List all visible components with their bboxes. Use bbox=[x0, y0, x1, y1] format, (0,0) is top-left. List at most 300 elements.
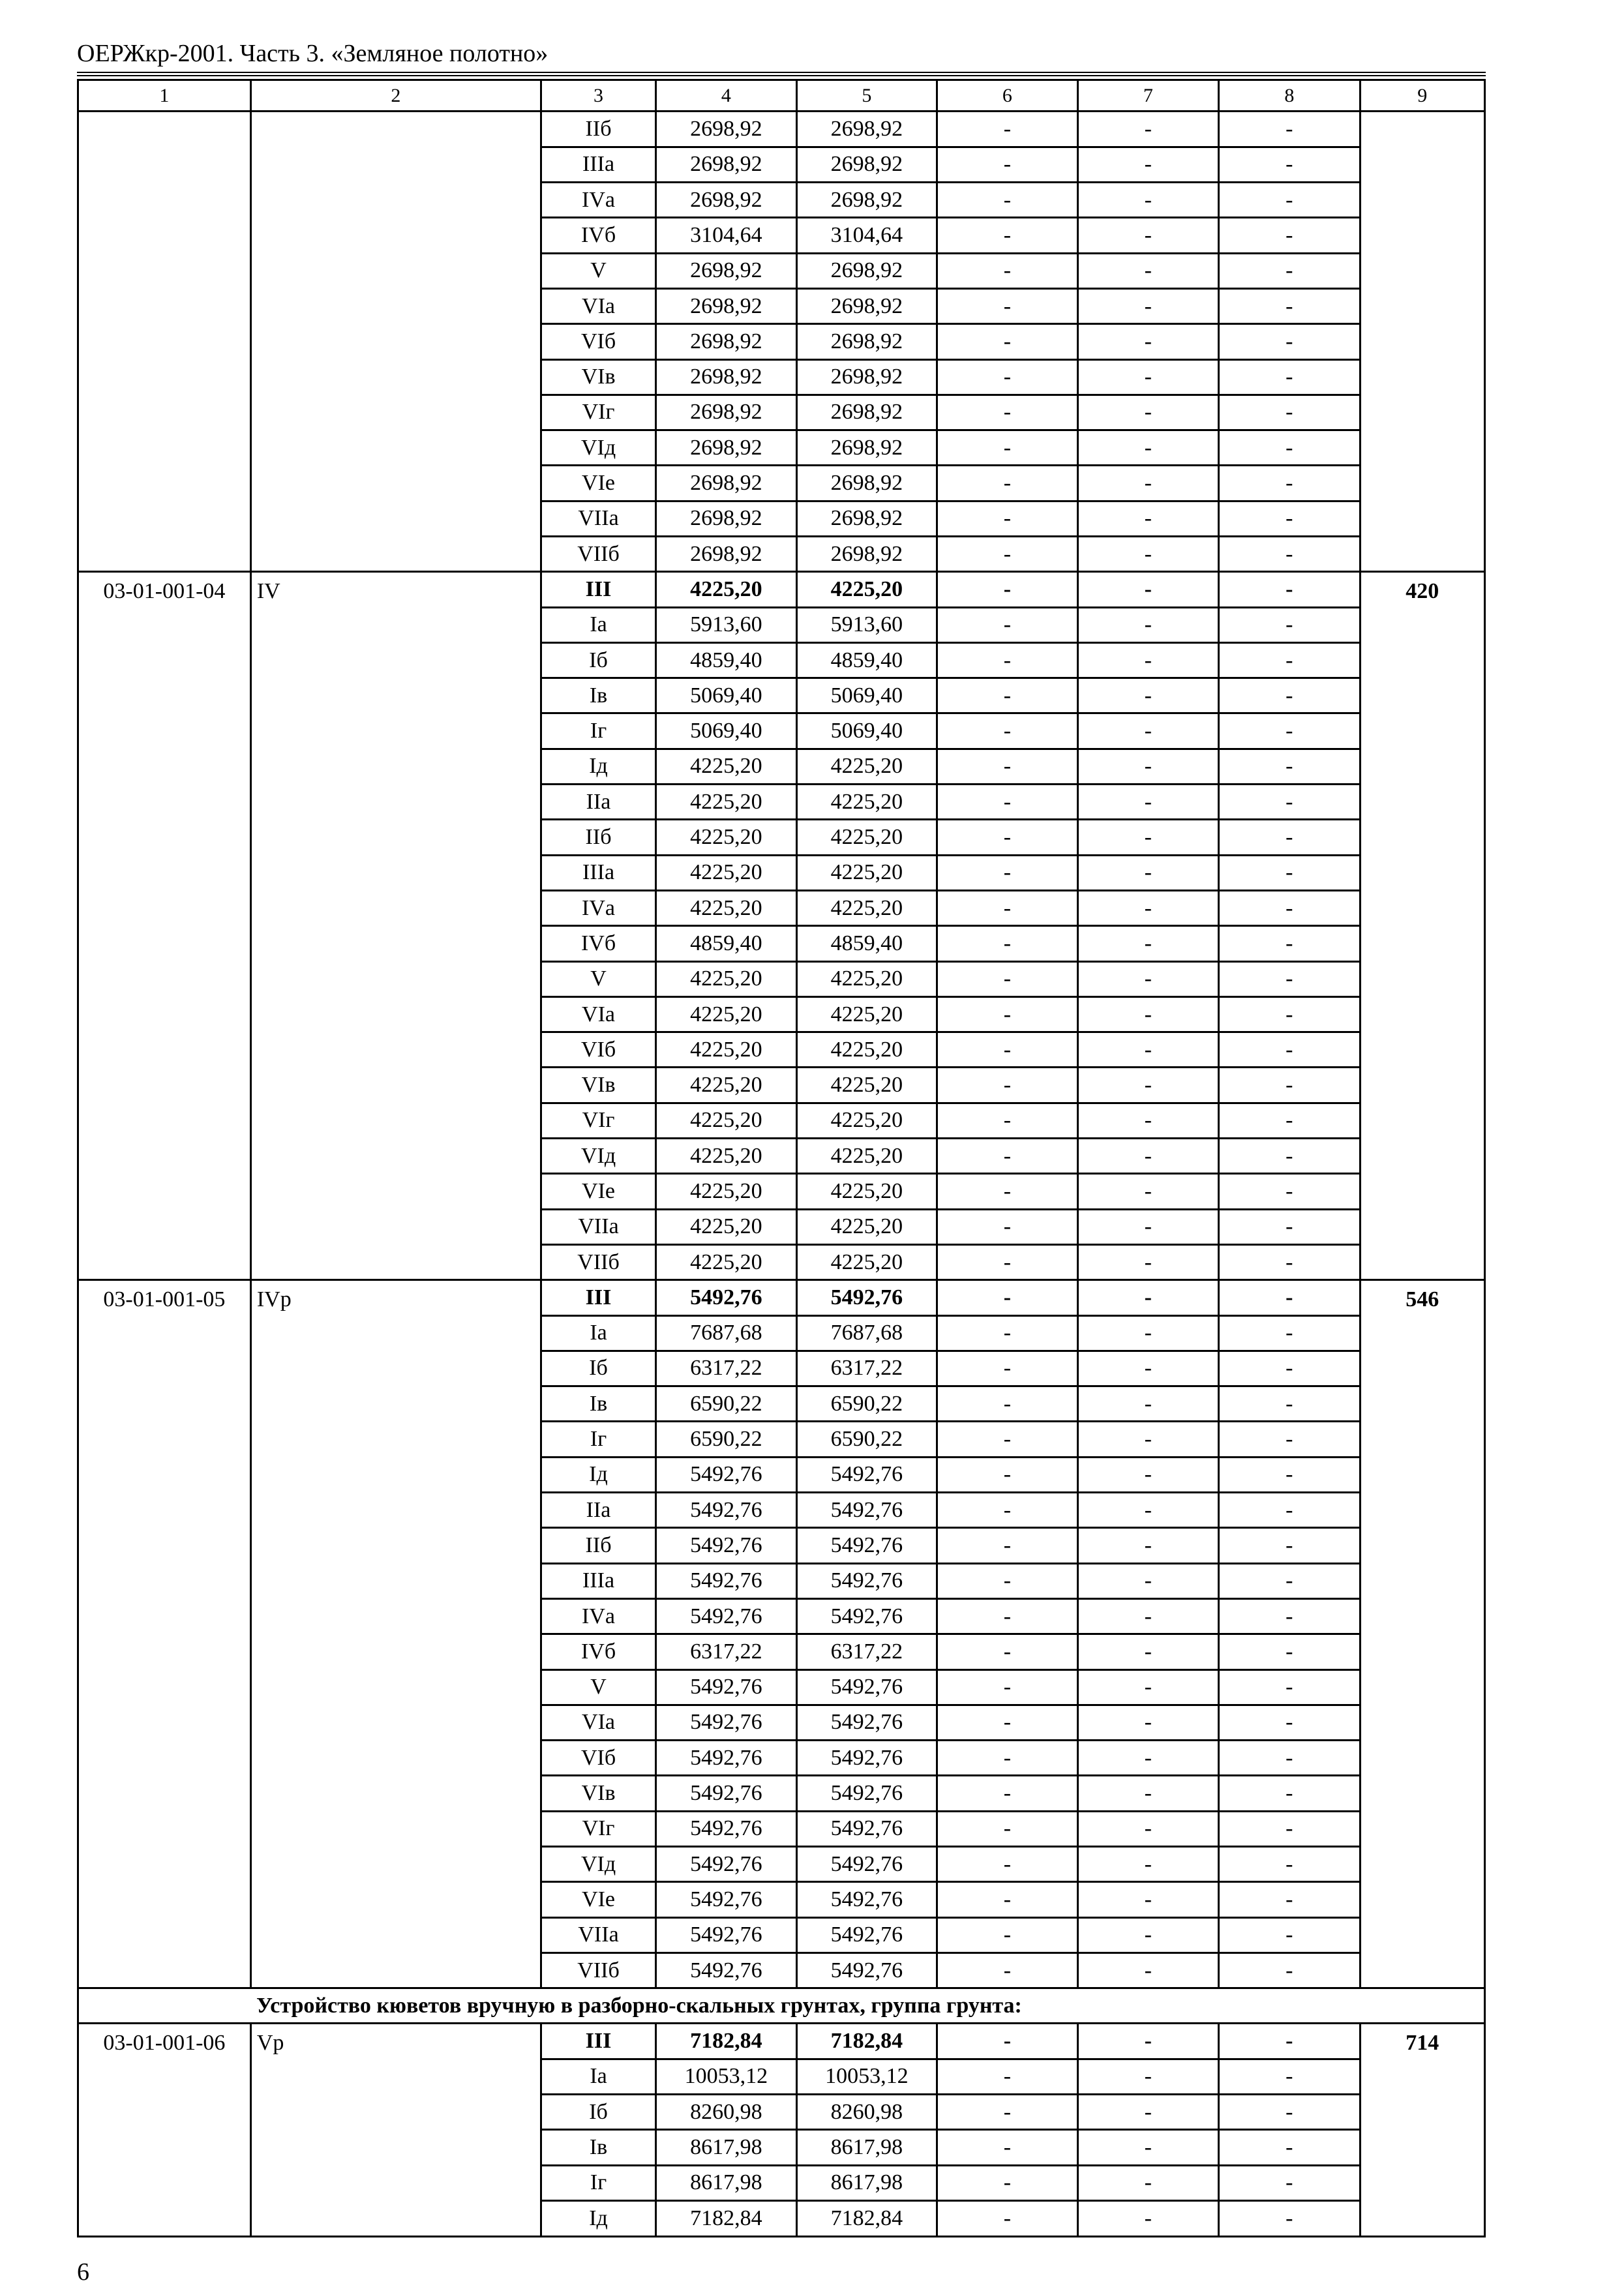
value-col6: - bbox=[937, 112, 1077, 147]
value-col7: - bbox=[1077, 430, 1219, 466]
value-col7: - bbox=[1077, 820, 1219, 855]
value-col4: 5492,76 bbox=[656, 1776, 796, 1811]
value-col7: - bbox=[1077, 288, 1219, 323]
value-col8: - bbox=[1219, 1528, 1361, 1563]
value-col4: 5492,76 bbox=[656, 1705, 796, 1740]
soil-group: IV bbox=[250, 572, 541, 1280]
value-col4: 4225,20 bbox=[656, 1174, 796, 1209]
zone-name: VIб bbox=[541, 1741, 655, 1776]
value-col6: - bbox=[937, 1315, 1077, 1351]
value-col7: - bbox=[1077, 1952, 1219, 1988]
value-col8: - bbox=[1219, 1952, 1361, 1988]
zone-name: IVб bbox=[541, 218, 655, 253]
value-col8: - bbox=[1219, 466, 1361, 501]
value-col8: - bbox=[1219, 1315, 1361, 1351]
value-col7: - bbox=[1077, 607, 1219, 642]
value-col5: 6317,22 bbox=[796, 1351, 937, 1386]
zone-name: VIв bbox=[541, 1068, 655, 1103]
value-col7: - bbox=[1077, 218, 1219, 253]
value-col8: - bbox=[1219, 147, 1361, 182]
value-col4: 5492,76 bbox=[656, 1882, 796, 1917]
value-col4: 2698,92 bbox=[656, 395, 796, 430]
rate-value: 420 bbox=[1360, 572, 1484, 1280]
value-col6: - bbox=[937, 1493, 1077, 1528]
zone-name: IVб bbox=[541, 926, 655, 961]
value-col7: - bbox=[1077, 855, 1219, 890]
value-col7: - bbox=[1077, 2059, 1219, 2094]
zone-name: Iб bbox=[541, 1351, 655, 1386]
value-col8: - bbox=[1219, 324, 1361, 359]
zone-name: Iв bbox=[541, 2130, 655, 2165]
value-col8: - bbox=[1219, 1741, 1361, 1776]
table-row bbox=[78, 1280, 1485, 1315]
value-col5: 8617,98 bbox=[796, 2130, 937, 2165]
value-col4: 4225,20 bbox=[656, 996, 796, 1032]
value-col6: - bbox=[937, 961, 1077, 996]
value-col5: 7687,68 bbox=[796, 1315, 937, 1351]
value-col7: - bbox=[1077, 501, 1219, 536]
zone-name: VIIб bbox=[541, 1952, 655, 1988]
value-col8: - bbox=[1219, 890, 1361, 925]
zone-name: VIв bbox=[541, 1776, 655, 1811]
zone-name: Iв bbox=[541, 678, 655, 713]
value-col6: - bbox=[937, 1351, 1077, 1386]
value-col5: 2698,92 bbox=[796, 395, 937, 430]
value-col5: 5492,76 bbox=[796, 1811, 937, 1846]
value-col5: 5492,76 bbox=[796, 1563, 937, 1598]
value-col5: 4225,20 bbox=[796, 749, 937, 784]
soil-group: Vр bbox=[250, 2024, 541, 2237]
value-col5: 2698,92 bbox=[796, 288, 937, 323]
value-col8: - bbox=[1219, 2059, 1361, 2094]
zone-name: VIе bbox=[541, 1174, 655, 1209]
value-col4: 8617,98 bbox=[656, 2130, 796, 2165]
value-col7: - bbox=[1077, 537, 1219, 572]
value-col4: 6590,22 bbox=[656, 1422, 796, 1457]
value-col6: - bbox=[937, 2130, 1077, 2165]
value-col6: - bbox=[937, 996, 1077, 1032]
value-col8: - bbox=[1219, 1174, 1361, 1209]
zone-name: III bbox=[541, 572, 655, 607]
zone-name: VIг bbox=[541, 395, 655, 430]
value-col6: - bbox=[937, 1386, 1077, 1422]
value-col4: 4225,20 bbox=[656, 820, 796, 855]
value-col4: 5913,60 bbox=[656, 607, 796, 642]
value-col8: - bbox=[1219, 430, 1361, 466]
zone-name: VIг bbox=[541, 1811, 655, 1846]
zone-name: VIIб bbox=[541, 537, 655, 572]
value-col5: 4225,20 bbox=[796, 1103, 937, 1138]
value-col8: - bbox=[1219, 961, 1361, 996]
value-col5: 5913,60 bbox=[796, 607, 937, 642]
value-col8: - bbox=[1219, 395, 1361, 430]
value-col7: - bbox=[1077, 395, 1219, 430]
value-col7: - bbox=[1077, 2165, 1219, 2200]
column-number: 3 bbox=[541, 80, 655, 112]
value-col6: - bbox=[937, 1103, 1077, 1138]
value-col5: 5492,76 bbox=[796, 1280, 937, 1315]
value-col4: 5492,76 bbox=[656, 1457, 796, 1492]
value-col6: - bbox=[937, 1457, 1077, 1492]
zone-name: VIг bbox=[541, 1103, 655, 1138]
value-col5: 2698,92 bbox=[796, 147, 937, 182]
value-col5: 8260,98 bbox=[796, 2095, 937, 2130]
value-col6: - bbox=[937, 537, 1077, 572]
value-col4: 4225,20 bbox=[656, 855, 796, 890]
header-rule-bottom bbox=[77, 75, 1486, 76]
value-col7: - bbox=[1077, 253, 1219, 288]
soil-group bbox=[250, 112, 541, 572]
value-col5: 10053,12 bbox=[796, 2059, 937, 2094]
value-col6: - bbox=[937, 820, 1077, 855]
value-col8: - bbox=[1219, 218, 1361, 253]
value-col4: 4225,20 bbox=[656, 749, 796, 784]
value-col6: - bbox=[937, 749, 1077, 784]
value-col6: - bbox=[937, 855, 1077, 890]
value-col7: - bbox=[1077, 1422, 1219, 1457]
value-col6: - bbox=[937, 359, 1077, 395]
zone-name: VIд bbox=[541, 1139, 655, 1174]
value-col6: - bbox=[937, 2165, 1077, 2200]
zone-name: IVа bbox=[541, 890, 655, 925]
value-col5: 2698,92 bbox=[796, 183, 937, 218]
zone-name: VIIа bbox=[541, 1917, 655, 1952]
value-col6: - bbox=[937, 1634, 1077, 1669]
zone-name: IIб bbox=[541, 112, 655, 147]
value-col8: - bbox=[1219, 2200, 1361, 2236]
rate-code: 03-01-001-06 bbox=[78, 2024, 251, 2237]
value-col4: 5492,76 bbox=[656, 1563, 796, 1598]
value-col7: - bbox=[1077, 1669, 1219, 1705]
zone-name: IVа bbox=[541, 1598, 655, 1634]
value-col7: - bbox=[1077, 183, 1219, 218]
value-col6: - bbox=[937, 1528, 1077, 1563]
value-col5: 7182,84 bbox=[796, 2200, 937, 2236]
zone-name: V bbox=[541, 253, 655, 288]
zone-name: V bbox=[541, 1669, 655, 1705]
value-col4: 2698,92 bbox=[656, 288, 796, 323]
value-col4: 6590,22 bbox=[656, 1386, 796, 1422]
value-col5: 4225,20 bbox=[796, 961, 937, 996]
value-col8: - bbox=[1219, 288, 1361, 323]
zone-name: VIе bbox=[541, 466, 655, 501]
value-col7: - bbox=[1077, 2095, 1219, 2130]
value-col7: - bbox=[1077, 1563, 1219, 1598]
value-col5: 5069,40 bbox=[796, 713, 937, 749]
value-col5: 5492,76 bbox=[796, 1669, 937, 1705]
value-col6: - bbox=[937, 1598, 1077, 1634]
value-col6: - bbox=[937, 1882, 1077, 1917]
value-col8: - bbox=[1219, 785, 1361, 820]
zone-name: VIIа bbox=[541, 501, 655, 536]
value-col6: - bbox=[937, 1032, 1077, 1068]
value-col6: - bbox=[937, 1563, 1077, 1598]
value-col6: - bbox=[937, 1422, 1077, 1457]
value-col8: - bbox=[1219, 1669, 1361, 1705]
value-col5: 5492,76 bbox=[796, 1493, 937, 1528]
value-col5: 4225,20 bbox=[796, 785, 937, 820]
value-col4: 4225,20 bbox=[656, 890, 796, 925]
value-col8: - bbox=[1219, 1032, 1361, 1068]
value-col4: 4225,20 bbox=[656, 1103, 796, 1138]
value-col8: - bbox=[1219, 1280, 1361, 1315]
value-col4: 5492,76 bbox=[656, 1280, 796, 1315]
value-col5: 2698,92 bbox=[796, 466, 937, 501]
zone-name: Iа bbox=[541, 1315, 655, 1351]
value-col6: - bbox=[937, 1669, 1077, 1705]
value-col5: 5492,76 bbox=[796, 1917, 937, 1952]
header-rule-top bbox=[77, 72, 1486, 73]
value-col7: - bbox=[1077, 961, 1219, 996]
rate-value: 714 bbox=[1360, 2024, 1484, 2237]
value-col7: - bbox=[1077, 996, 1219, 1032]
value-col8: - bbox=[1219, 1776, 1361, 1811]
value-col8: - bbox=[1219, 1209, 1361, 1244]
value-col6: - bbox=[937, 2024, 1077, 2059]
table-row bbox=[78, 2024, 1485, 2059]
value-col4: 10053,12 bbox=[656, 2059, 796, 2094]
value-col4: 2698,92 bbox=[656, 253, 796, 288]
value-col6: - bbox=[937, 1244, 1077, 1279]
value-col5: 5492,76 bbox=[796, 1952, 937, 1988]
zone-name: VIа bbox=[541, 996, 655, 1032]
value-col4: 2698,92 bbox=[656, 537, 796, 572]
value-col8: - bbox=[1219, 1457, 1361, 1492]
section-title: Устройство кюветов вручную в разборно-скальных грунтах, группа грунта: bbox=[78, 1988, 1485, 2024]
value-col5: 4225,20 bbox=[796, 1068, 937, 1103]
value-col4: 4225,20 bbox=[656, 1032, 796, 1068]
value-col6: - bbox=[937, 430, 1077, 466]
value-col5: 2698,92 bbox=[796, 430, 937, 466]
value-col8: - bbox=[1219, 2165, 1361, 2200]
zone-name: Iа bbox=[541, 607, 655, 642]
value-col5: 5492,76 bbox=[796, 1528, 937, 1563]
zone-name: IIIа bbox=[541, 147, 655, 182]
value-col5: 6590,22 bbox=[796, 1386, 937, 1422]
value-col7: - bbox=[1077, 1776, 1219, 1811]
value-col6: - bbox=[937, 466, 1077, 501]
rates-table bbox=[77, 79, 1486, 2237]
zone-name: Iд bbox=[541, 749, 655, 784]
value-col8: - bbox=[1219, 749, 1361, 784]
value-col5: 4225,20 bbox=[796, 1032, 937, 1068]
value-col4: 6317,22 bbox=[656, 1634, 796, 1669]
value-col6: - bbox=[937, 1705, 1077, 1740]
value-col4: 6317,22 bbox=[656, 1351, 796, 1386]
value-col8: - bbox=[1219, 1598, 1361, 1634]
zone-name: Iб bbox=[541, 2095, 655, 2130]
zone-name: VIб bbox=[541, 1032, 655, 1068]
value-col8: - bbox=[1219, 1068, 1361, 1103]
table-row bbox=[78, 112, 1485, 147]
value-col5: 7182,84 bbox=[796, 2024, 937, 2059]
value-col5: 2698,92 bbox=[796, 537, 937, 572]
value-col6: - bbox=[937, 785, 1077, 820]
value-col4: 5069,40 bbox=[656, 678, 796, 713]
value-col4: 2698,92 bbox=[656, 430, 796, 466]
zone-name: VIд bbox=[541, 430, 655, 466]
zone-name: VIб bbox=[541, 324, 655, 359]
zone-name: Iв bbox=[541, 1386, 655, 1422]
value-col8: - bbox=[1219, 1244, 1361, 1279]
value-col5: 4225,20 bbox=[796, 1244, 937, 1279]
zone-name: V bbox=[541, 961, 655, 996]
value-col4: 4859,40 bbox=[656, 926, 796, 961]
value-col8: - bbox=[1219, 996, 1361, 1032]
value-col6: - bbox=[937, 288, 1077, 323]
value-col5: 2698,92 bbox=[796, 501, 937, 536]
value-col7: - bbox=[1077, 2130, 1219, 2165]
value-col7: - bbox=[1077, 1741, 1219, 1776]
value-col8: - bbox=[1219, 253, 1361, 288]
value-col7: - bbox=[1077, 926, 1219, 961]
value-col5: 4225,20 bbox=[796, 890, 937, 925]
zone-name: VIа bbox=[541, 1705, 655, 1740]
value-col7: - bbox=[1077, 890, 1219, 925]
page-number: 6 bbox=[77, 2258, 89, 2286]
column-number: 7 bbox=[1077, 80, 1219, 112]
zone-name: Iд bbox=[541, 2200, 655, 2236]
rate-value: 546 bbox=[1360, 1280, 1484, 1988]
value-col7: - bbox=[1077, 359, 1219, 395]
value-col8: - bbox=[1219, 642, 1361, 678]
value-col6: - bbox=[937, 2095, 1077, 2130]
zone-name: IIа bbox=[541, 785, 655, 820]
value-col5: 5492,76 bbox=[796, 1741, 937, 1776]
zone-name: IIIа bbox=[541, 855, 655, 890]
value-col4: 5492,76 bbox=[656, 1846, 796, 1881]
value-col4: 7182,84 bbox=[656, 2200, 796, 2236]
zone-name: VIд bbox=[541, 1846, 655, 1881]
value-col5: 4225,20 bbox=[796, 1139, 937, 1174]
value-col5: 2698,92 bbox=[796, 253, 937, 288]
value-col7: - bbox=[1077, 1068, 1219, 1103]
value-col6: - bbox=[937, 642, 1077, 678]
value-col7: - bbox=[1077, 1244, 1219, 1279]
value-col8: - bbox=[1219, 2024, 1361, 2059]
value-col8: - bbox=[1219, 183, 1361, 218]
zone-name: Iг bbox=[541, 713, 655, 749]
value-col4: 2698,92 bbox=[656, 324, 796, 359]
value-col6: - bbox=[937, 395, 1077, 430]
value-col8: - bbox=[1219, 537, 1361, 572]
value-col5: 8617,98 bbox=[796, 2165, 937, 2200]
value-col4: 4225,20 bbox=[656, 1068, 796, 1103]
value-col4: 5492,76 bbox=[656, 1528, 796, 1563]
zone-name: Iг bbox=[541, 2165, 655, 2200]
value-col4: 4225,20 bbox=[656, 1209, 796, 1244]
zone-name: Iб bbox=[541, 642, 655, 678]
value-col8: - bbox=[1219, 1103, 1361, 1138]
value-col6: - bbox=[937, 926, 1077, 961]
value-col7: - bbox=[1077, 1598, 1219, 1634]
section-title-row bbox=[78, 1988, 1485, 2024]
value-col8: - bbox=[1219, 1386, 1361, 1422]
value-col6: - bbox=[937, 1846, 1077, 1881]
value-col7: - bbox=[1077, 2024, 1219, 2059]
page-header-title: ОЕРЖкр-2001. Часть 3. «Земляное полотно» bbox=[77, 40, 549, 67]
value-col6: - bbox=[937, 1776, 1077, 1811]
value-col5: 5069,40 bbox=[796, 678, 937, 713]
value-col5: 4859,40 bbox=[796, 642, 937, 678]
value-col7: - bbox=[1077, 1811, 1219, 1846]
value-col6: - bbox=[937, 1280, 1077, 1315]
value-col8: - bbox=[1219, 713, 1361, 749]
value-col6: - bbox=[937, 218, 1077, 253]
value-col4: 4225,20 bbox=[656, 1244, 796, 1279]
rate-code bbox=[78, 112, 251, 572]
value-col6: - bbox=[937, 572, 1077, 607]
value-col7: - bbox=[1077, 1351, 1219, 1386]
value-col8: - bbox=[1219, 359, 1361, 395]
value-col6: - bbox=[937, 678, 1077, 713]
zone-name: IVа bbox=[541, 183, 655, 218]
zone-name: IIа bbox=[541, 1493, 655, 1528]
value-col8: - bbox=[1219, 855, 1361, 890]
zone-name: Iг bbox=[541, 1422, 655, 1457]
value-col8: - bbox=[1219, 112, 1361, 147]
value-col4: 8617,98 bbox=[656, 2165, 796, 2200]
zone-name: VIе bbox=[541, 1882, 655, 1917]
value-col7: - bbox=[1077, 1386, 1219, 1422]
value-col6: - bbox=[937, 1952, 1077, 1988]
value-col4: 5492,76 bbox=[656, 1669, 796, 1705]
value-col8: - bbox=[1219, 1563, 1361, 1598]
value-col7: - bbox=[1077, 1705, 1219, 1740]
value-col5: 4225,20 bbox=[796, 1174, 937, 1209]
value-col7: - bbox=[1077, 1103, 1219, 1138]
value-col5: 5492,76 bbox=[796, 1705, 937, 1740]
value-col8: - bbox=[1219, 607, 1361, 642]
value-col5: 3104,64 bbox=[796, 218, 937, 253]
value-col7: - bbox=[1077, 324, 1219, 359]
value-col6: - bbox=[937, 1139, 1077, 1174]
value-col5: 4225,20 bbox=[796, 572, 937, 607]
value-col5: 5492,76 bbox=[796, 1457, 937, 1492]
value-col7: - bbox=[1077, 1174, 1219, 1209]
value-col8: - bbox=[1219, 1139, 1361, 1174]
value-col8: - bbox=[1219, 1705, 1361, 1740]
value-col4: 2698,92 bbox=[656, 147, 796, 182]
value-col7: - bbox=[1077, 1634, 1219, 1669]
value-col5: 5492,76 bbox=[796, 1882, 937, 1917]
column-number: 1 bbox=[78, 80, 251, 112]
value-col7: - bbox=[1077, 642, 1219, 678]
zone-name: VIв bbox=[541, 359, 655, 395]
zone-name: VIIа bbox=[541, 1209, 655, 1244]
column-number: 6 bbox=[937, 80, 1077, 112]
value-col6: - bbox=[937, 1917, 1077, 1952]
value-col4: 5069,40 bbox=[656, 713, 796, 749]
value-col5: 4859,40 bbox=[796, 926, 937, 961]
rate-value bbox=[1360, 112, 1484, 572]
value-col4: 5492,76 bbox=[656, 1598, 796, 1634]
value-col5: 5492,76 bbox=[796, 1776, 937, 1811]
column-number-row bbox=[78, 80, 1485, 112]
table-row bbox=[78, 572, 1485, 607]
value-col8: - bbox=[1219, 1634, 1361, 1669]
value-col4: 2698,92 bbox=[656, 501, 796, 536]
value-col4: 4225,20 bbox=[656, 961, 796, 996]
value-col7: - bbox=[1077, 1032, 1219, 1068]
value-col7: - bbox=[1077, 1280, 1219, 1315]
zone-name: IIб bbox=[541, 1528, 655, 1563]
value-col7: - bbox=[1077, 1315, 1219, 1351]
value-col8: - bbox=[1219, 1351, 1361, 1386]
value-col6: - bbox=[937, 147, 1077, 182]
value-col5: 2698,92 bbox=[796, 359, 937, 395]
value-col6: - bbox=[937, 324, 1077, 359]
